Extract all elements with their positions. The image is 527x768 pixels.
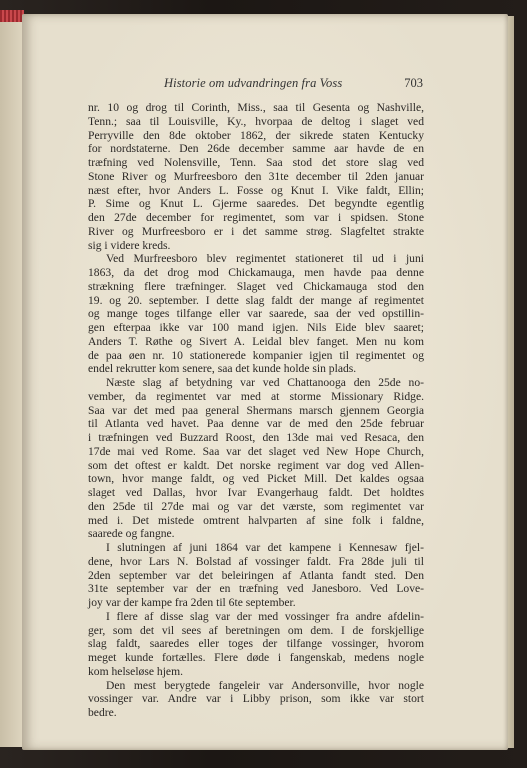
text-line: Den mest berygtede fangeleir var Andersonville, hvor nogle: [106, 678, 424, 692]
text-line: Ved Murfreesboro blev regimentet stationeret til ud i juni: [106, 252, 424, 266]
text-line: 19. og 20. september. I dette slag faldt der mange af regimentet: [88, 293, 424, 307]
paragraph: [88, 101, 424, 252]
text-line: endel rekrutter kom senere, saa det kunde holde sin plads.: [88, 362, 357, 376]
text-line: sig i videre kreds.: [88, 238, 171, 252]
body-text: [88, 101, 424, 720]
paragraph: [88, 610, 424, 679]
text-line: vossinger var. Andre var i Libby prison, som ikke var stort: [88, 692, 424, 706]
text-line: Tenn.; saa til Louisville, Ky., hvorpaa de deltog i slaget ved: [88, 114, 424, 128]
text-line: I slutningen af juni 1864 var det kampene i Kennesaw fjel-: [106, 541, 424, 554]
text-line: slaget ved Dallas, hvor Ivar Evangerhaug faldt. Det holdtes: [88, 486, 424, 499]
text-line: strækning flere træfninger. Slaget ved Chickamauga stod den: [88, 279, 424, 293]
text-line: dene, hvor Lars N. Bolstad af vossinger faldt. Fra 28de juli til: [88, 554, 424, 568]
text-line: Næste slag af betydning var ved Chattanooga den 25de no-: [106, 376, 424, 389]
paragraph: [88, 376, 424, 541]
text-line: P. Sime og Knut L. Gjerme saaredes. Det begyndte egentlig: [88, 197, 424, 211]
paragraph: [88, 679, 424, 720]
text-line: i træfningen ved Buzzard Roost, den 13de mai ved Resaca, den: [88, 431, 424, 444]
text-line: nr. 10 og drog til Corinth, Miss., saa til Gesenta og Nashville,: [88, 101, 424, 114]
page-number: 703: [404, 76, 423, 90]
text-line: som det oftest er kaldt. Det norske regiment var dog ved Allen-: [88, 458, 424, 472]
paragraph: [88, 252, 424, 376]
text-line: træfning ved Nolensville, Tenn. Saa stod det store slag ved: [88, 156, 424, 169]
text-line: meget kunde fortælles. Flere døde i fangenskab, medens nogle: [88, 651, 424, 664]
text-line: den 27de december for regimentet, som var i spidsen. Stone: [88, 211, 424, 224]
text-line: til Atlanta ved havet. Paa denne var de med den 25de februar: [88, 417, 424, 431]
text-line: 17de mai ved Rome. Saa var det slaget ved New Hope Church,: [88, 444, 424, 458]
text-line: 2den september var det beleiringen af Atlanta fandt sted. Den: [88, 568, 424, 582]
text-line: River og Murfreesboro er i det samme strøg. Slagfeltet strakte: [88, 224, 424, 238]
paragraph: [88, 541, 424, 610]
text-line: ger, som det vil sees af beretningen om dem. I de forskjellige: [88, 623, 424, 637]
text-line: saarede og fangne.: [88, 527, 175, 541]
text-line: den 25de til 27de mai og var det værste, som regimentet var: [88, 499, 424, 513]
text-line: kom helseløse hjem.: [88, 664, 183, 678]
text-line: joy var der kampe fra 2den til 6te september.: [88, 596, 296, 609]
text-line: gen efterpaa ikke var 100 mand igjen. Nils Eide blev saaret;: [88, 321, 424, 334]
text-line: 31te september var der en træfning ved Janesboro. Ved Love-: [88, 582, 424, 596]
text-line: slag faldt, saaredes eller toges der tilfange vossinger, hvorom: [88, 637, 424, 651]
text-line: næst efter, hvor Anders L. Fosse og Knut I. Vike faldt, Ellin;: [88, 183, 424, 197]
page-header: [164, 76, 423, 94]
text-line: 1863, da det drog mod Chickamauga, men havde paa denne: [88, 266, 424, 279]
running-head: Historie om udvandringen fra Voss: [164, 76, 343, 90]
text-line: bedre.: [88, 706, 117, 719]
text-line: town, hvor mange faldt, og ved Picket Mill. Det kaldes ogsaa: [88, 472, 424, 486]
text-line: Anders T. Røthe og Sivert A. Leidal blev fanget. Men nu kom: [88, 334, 424, 348]
text-line: I flere af disse slag var der med vossinger fra andre afdelin-: [106, 609, 424, 623]
text-line: Perryville den 8de oktober 1862, der sikrede staten Kentucky: [88, 128, 424, 142]
text-line: og mange toges tilfange eller var saarede, saa der ved opstillin-: [88, 307, 424, 321]
text-line: Stone River og Murfreesboro den 31te december til 2den januar: [88, 169, 424, 183]
text-line: med i. Det mistede omtrent halvparten af sine folk i faldne,: [88, 513, 424, 527]
text-line: Saa var det med paa general Shermans marsch gjennem Georgia: [88, 403, 424, 417]
text-line: vember, da regimentet var med at storme Missionary Ridge.: [88, 389, 424, 403]
text-line: for nordstaterne. Den 26de december samme aar havde de en: [88, 142, 424, 156]
text-line: de paa øen nr. 10 stationerede kompanier igjen til regimentet og: [88, 348, 424, 362]
